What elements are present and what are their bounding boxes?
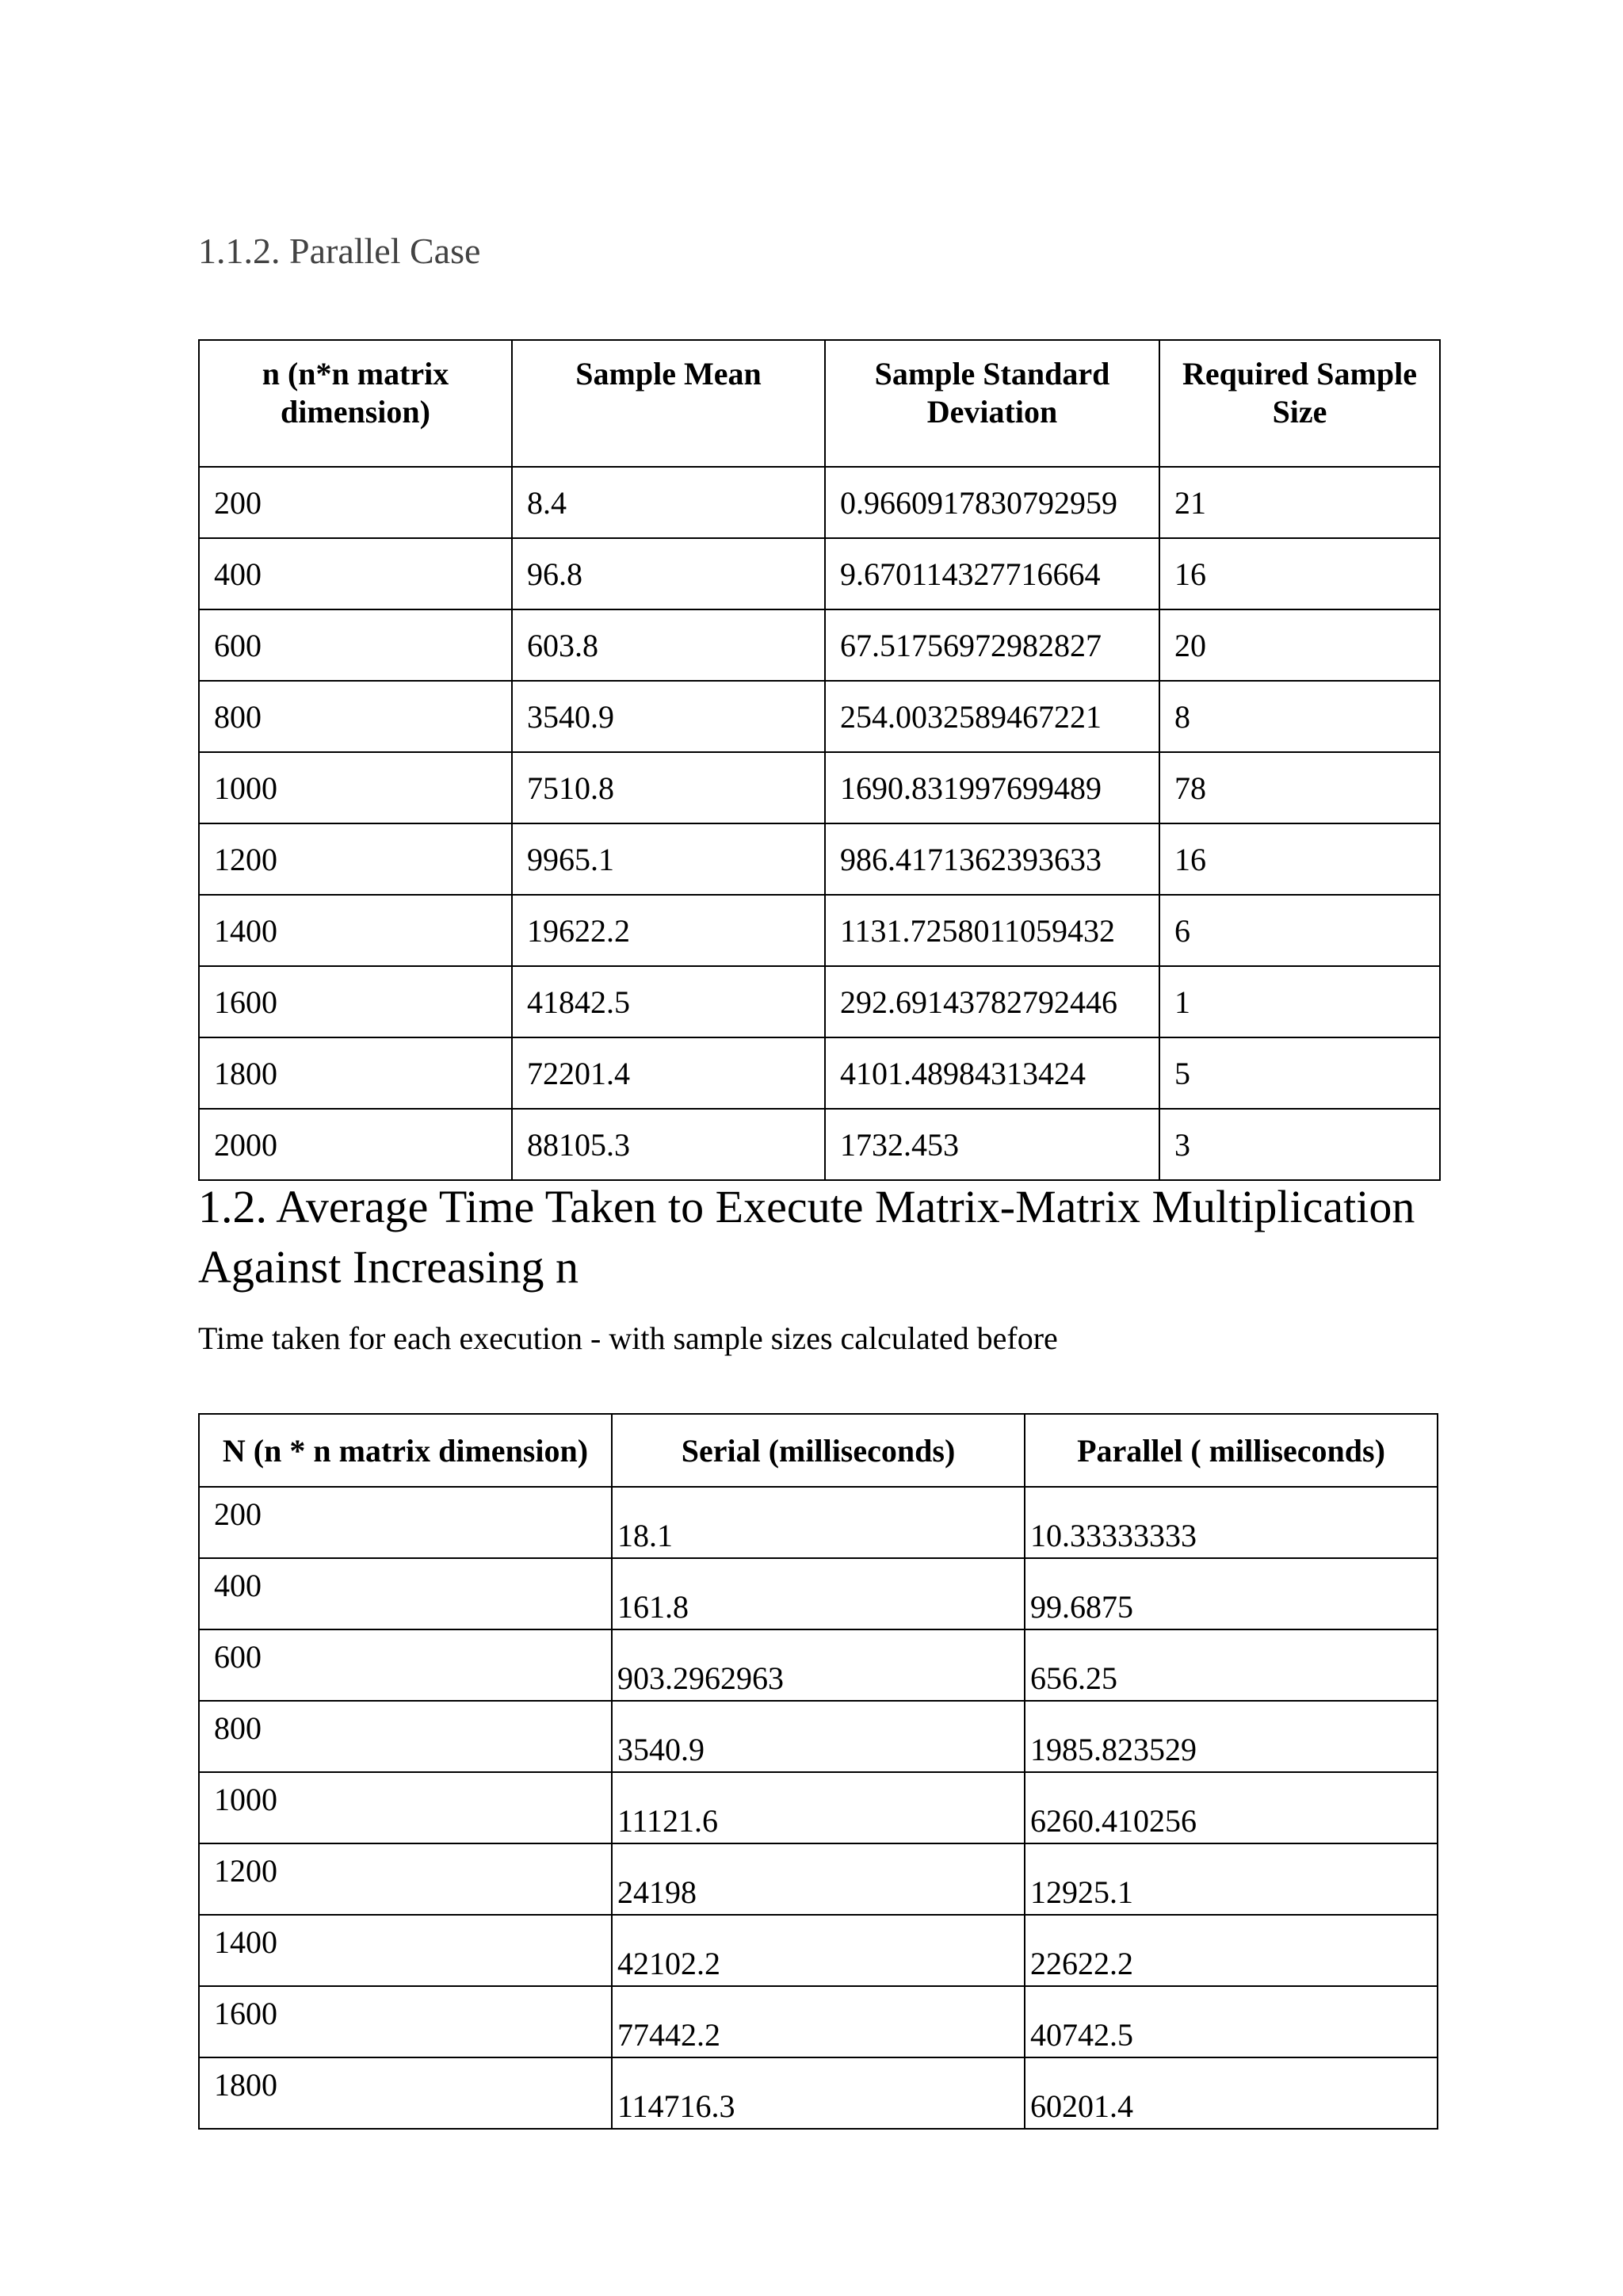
table-cell xyxy=(1025,1629,1438,1701)
table-cell: 67.51756972982827 xyxy=(825,609,1159,681)
table-cell: 19622.2 xyxy=(512,895,825,966)
cell-value: 18.1 xyxy=(617,1518,673,1553)
table-row xyxy=(199,1109,1440,1180)
cell-value: 3540.9 xyxy=(617,1732,705,1767)
cell-value: 12925.1 xyxy=(1030,1874,1133,1910)
table-cell xyxy=(612,1558,1025,1629)
table-row xyxy=(199,1915,1438,1986)
table-cell xyxy=(1025,1487,1438,1558)
table-cell: 1800 xyxy=(199,1037,512,1109)
table-cell: 3540.9 xyxy=(512,681,825,752)
table-cell xyxy=(612,1487,1025,1558)
cell-value: 600 xyxy=(214,1639,262,1675)
table-row xyxy=(199,1986,1438,2057)
table-cell xyxy=(1025,1986,1438,2057)
table-cell: 8.4 xyxy=(512,467,825,538)
cell-value: 1985.823529 xyxy=(1030,1732,1197,1767)
table-cell: 20 xyxy=(1159,609,1440,681)
cell-value: 400 xyxy=(214,1568,262,1603)
cell-value: 903.2962963 xyxy=(617,1660,784,1696)
cell-value: 1400 xyxy=(214,1924,277,1960)
table-cell: 603.8 xyxy=(512,609,825,681)
table-row xyxy=(199,1772,1438,1843)
table-cell xyxy=(199,1772,612,1843)
table-cell xyxy=(199,1629,612,1701)
table-row xyxy=(199,1701,1438,1772)
cell-value: 22622.2 xyxy=(1030,1946,1133,1981)
table-cell: 292.69143782792446 xyxy=(825,966,1159,1037)
table-row xyxy=(199,681,1440,752)
average-time-table xyxy=(198,1413,1438,2130)
table-row xyxy=(199,1843,1438,1915)
table-row xyxy=(199,609,1440,681)
table-cell: 8 xyxy=(1159,681,1440,752)
cell-value: 60201.4 xyxy=(1030,2088,1133,2124)
table-cell: 72201.4 xyxy=(512,1037,825,1109)
table-cell: 1600 xyxy=(199,966,512,1037)
table-cell: 4101.48984313424 xyxy=(825,1037,1159,1109)
cell-value: 42102.2 xyxy=(617,1946,720,1981)
table-cell: 88105.3 xyxy=(512,1109,825,1180)
cell-value: 1000 xyxy=(214,1782,277,1817)
column-header: Sample Mean xyxy=(512,340,825,467)
table-row xyxy=(199,1487,1438,1558)
table-cell xyxy=(1025,1843,1438,1915)
table-row xyxy=(199,823,1440,895)
table-row xyxy=(199,538,1440,609)
cell-value: 24198 xyxy=(617,1874,697,1910)
cell-value: 114716.3 xyxy=(617,2088,735,2124)
table-cell xyxy=(612,1701,1025,1772)
table-cell xyxy=(612,2057,1025,2129)
table-cell: 1000 xyxy=(199,752,512,823)
table-cell xyxy=(612,1843,1025,1915)
average-time-description: Time taken for each execution - with sample sizes calculated before xyxy=(198,1320,1058,1356)
table-cell: 9.670114327716664 xyxy=(825,538,1159,609)
table-cell: 78 xyxy=(1159,752,1440,823)
table-cell: 986.4171362393633 xyxy=(825,823,1159,895)
table-cell xyxy=(612,1629,1025,1701)
table-cell: 96.8 xyxy=(512,538,825,609)
table-cell: 5 xyxy=(1159,1037,1440,1109)
cell-value: 99.6875 xyxy=(1030,1589,1133,1625)
table-row xyxy=(199,895,1440,966)
table-cell: 254.0032589467221 xyxy=(825,681,1159,752)
cell-value: 200 xyxy=(214,1496,262,1532)
table-cell: 600 xyxy=(199,609,512,681)
cell-value: 800 xyxy=(214,1710,262,1746)
column-header: Parallel ( milliseconds) xyxy=(1025,1414,1438,1487)
table-cell xyxy=(612,1772,1025,1843)
cell-value: 11121.6 xyxy=(617,1803,719,1839)
cell-value: 1200 xyxy=(214,1853,277,1889)
table-row xyxy=(199,1629,1438,1701)
table-cell xyxy=(612,1986,1025,2057)
cell-value: 40742.5 xyxy=(1030,2017,1133,2053)
table-cell: 41842.5 xyxy=(512,966,825,1037)
cell-value: 1600 xyxy=(214,1996,277,2031)
table-cell: 16 xyxy=(1159,823,1440,895)
column-header: N (n * n matrix dimension) xyxy=(199,1414,612,1487)
column-header: Sample Standard Deviation xyxy=(825,340,1159,467)
table-cell xyxy=(199,1843,612,1915)
table-cell xyxy=(199,1558,612,1629)
table-header-row xyxy=(199,1414,1438,1487)
table-cell: 200 xyxy=(199,467,512,538)
table-row xyxy=(199,966,1440,1037)
table-cell: 0.9660917830792959 xyxy=(825,467,1159,538)
table-cell xyxy=(1025,1701,1438,1772)
table-row xyxy=(199,467,1440,538)
table-cell xyxy=(1025,2057,1438,2129)
column-header: Required Sample Size xyxy=(1159,340,1440,467)
table-cell: 1 xyxy=(1159,966,1440,1037)
table-row xyxy=(199,2057,1438,2129)
column-header: n (n*n matrix dimension) xyxy=(199,340,512,467)
table-row xyxy=(199,752,1440,823)
cell-value: 656.25 xyxy=(1030,1660,1117,1696)
table-cell xyxy=(1025,1915,1438,1986)
table-cell: 800 xyxy=(199,681,512,752)
table-row xyxy=(199,1037,1440,1109)
table-cell: 9965.1 xyxy=(512,823,825,895)
table-cell xyxy=(199,1701,612,1772)
cell-value: 77442.2 xyxy=(617,2017,720,2053)
table-cell xyxy=(1025,1558,1438,1629)
table-cell xyxy=(1025,1772,1438,1843)
table-cell: 1400 xyxy=(199,895,512,966)
cell-value: 1800 xyxy=(214,2067,277,2103)
cell-value: 10.33333333 xyxy=(1030,1518,1197,1553)
parallel-stats-table xyxy=(198,339,1441,1181)
table-cell: 1131.7258011059432 xyxy=(825,895,1159,966)
table-cell xyxy=(199,1487,612,1558)
average-time-heading: 1.2. Average Time Taken to Execute Matrix-Matrix Multiplication Against Increasing n xyxy=(198,1181,1415,1293)
cell-value: 161.8 xyxy=(617,1589,689,1625)
table-cell xyxy=(199,2057,612,2129)
table-cell: 7510.8 xyxy=(512,752,825,823)
table-cell: 400 xyxy=(199,538,512,609)
table-header-row xyxy=(199,340,1440,467)
table-cell: 2000 xyxy=(199,1109,512,1180)
cell-value: 6260.410256 xyxy=(1030,1803,1197,1839)
table-cell: 1690.831997699489 xyxy=(825,752,1159,823)
table-cell xyxy=(612,1915,1025,1986)
parallel-case-heading: 1.1.2. Parallel Case xyxy=(198,231,481,271)
table-cell xyxy=(199,1986,612,2057)
table-cell: 21 xyxy=(1159,467,1440,538)
table-cell: 16 xyxy=(1159,538,1440,609)
column-header: Serial (milliseconds) xyxy=(612,1414,1025,1487)
table-cell: 6 xyxy=(1159,895,1440,966)
table-cell: 1732.453 xyxy=(825,1109,1159,1180)
table-cell: 3 xyxy=(1159,1109,1440,1180)
table-cell xyxy=(199,1915,612,1986)
table-row xyxy=(199,1558,1438,1629)
table-cell: 1200 xyxy=(199,823,512,895)
